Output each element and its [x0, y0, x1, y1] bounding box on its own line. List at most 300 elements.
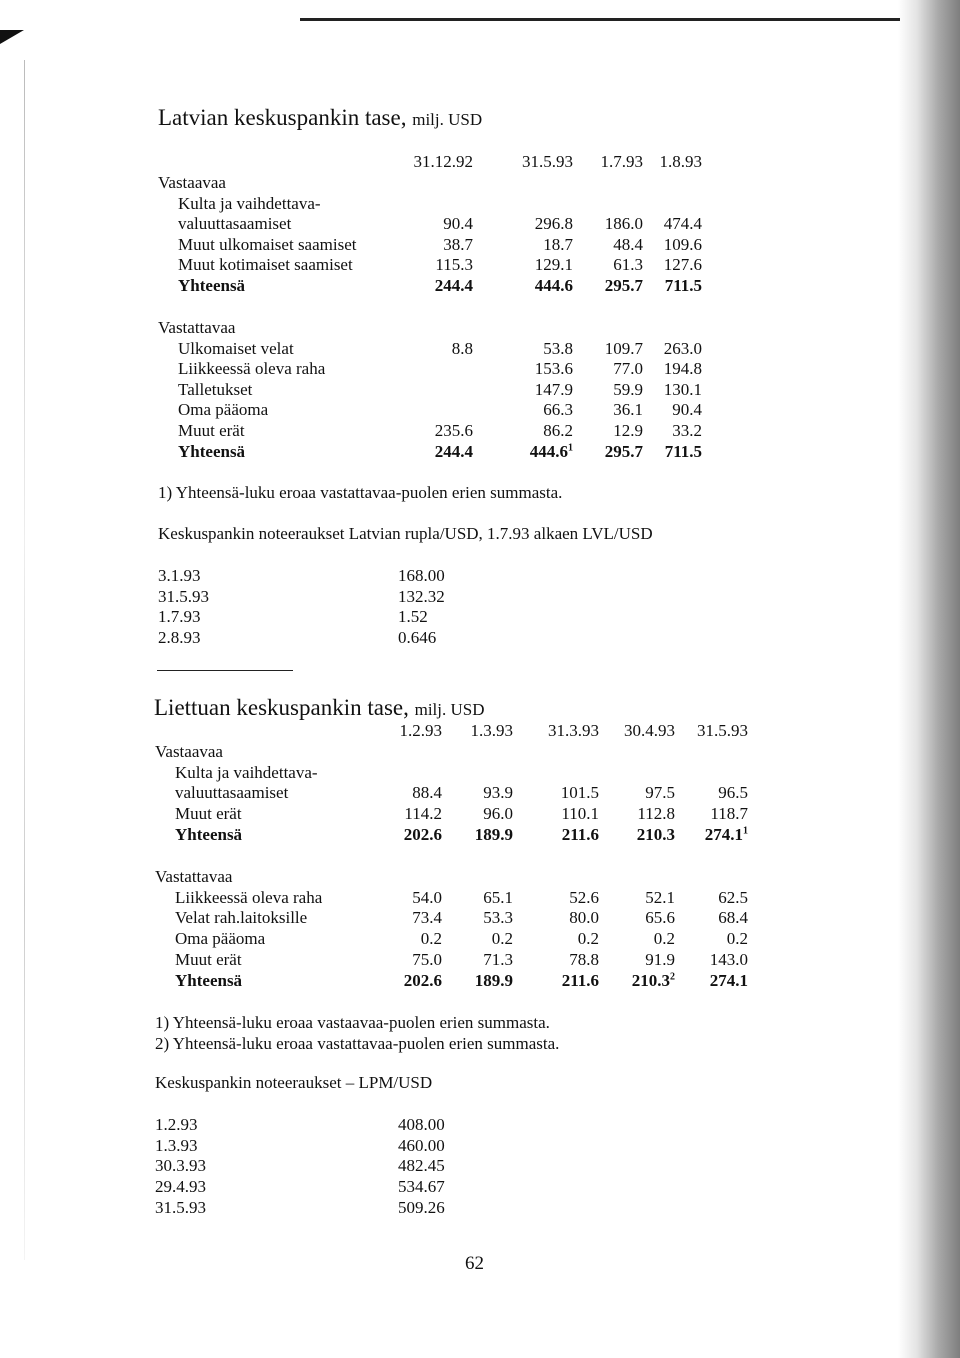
lithuania-assets-row-1-val-4-text: 96.5 [718, 783, 748, 803]
latvia-rate-date-3 [158, 627, 201, 648]
lithuania-liabilities-row-0-val-1-text: 65.1 [483, 887, 513, 907]
latvia-assets-row-3 [0, 254, 900, 275]
lithuania-liabilities-row-3-val-2-text: 78.8 [569, 949, 599, 969]
latvia-rate-value-0 [398, 565, 445, 586]
latvia-liabilities-row-0-val-0-text: 8.8 [451, 338, 473, 358]
latvia-assets-row-2-val-2-text: 48.4 [613, 234, 643, 254]
lithuania-liabilities-row-2-val-4-text: 0.2 [726, 929, 748, 949]
lithuania-liabilities-row-0-val-4 [718, 887, 748, 908]
lithuania-liabilities-row-3-val-3-text: 91.9 [645, 949, 675, 969]
page-number: 62 [465, 1253, 484, 1274]
latvia-liabilities-row-1-label-text: Liikkeessä oleva raha [178, 359, 326, 379]
latvia-rate-row-3 [0, 627, 900, 648]
latvia-rate-value-2-text: 1.52 [398, 607, 428, 626]
latvia-assets-row-1-val-1-text: 296.8 [534, 214, 573, 234]
latvia-liabilities-row-2-label [178, 379, 252, 400]
latvia-liabilities-row-3-val-2-text: 36.1 [613, 400, 643, 420]
lithuania-liabilities-row-4 [0, 970, 900, 991]
latvia-liabilities-row-3-val-2 [613, 399, 643, 420]
latvia-liabilities-row-2-val-3 [664, 379, 702, 400]
lithuania-liabilities-row-2-label-text: Oma pääoma [175, 929, 266, 949]
lithuania-assets-row-2-label-text: Muut erät [175, 804, 242, 824]
latvia-liabilities-row-0-val-2 [605, 338, 643, 359]
lithuania-rate-value-0 [398, 1114, 445, 1135]
latvia-assets-row-3-val-3 [664, 254, 702, 275]
lithuania-liabilities-row-3-val-2 [569, 949, 599, 970]
lithuania-liabilities-row-3-label [175, 949, 242, 970]
lithuania-liabilities-row-3-val-4-text: 143.0 [709, 949, 748, 969]
lithuania-date-1-text: 1.3.93 [470, 721, 513, 740]
latvia-rate-row-2 [0, 606, 900, 627]
latvia-assets-row-2-val-0-text: 38.7 [443, 234, 473, 254]
lithuania-assets-row-0-label [175, 762, 318, 783]
latvia-liabilities-row-5-sup-1: 1 [568, 441, 573, 453]
latvia-rate-value-3 [398, 627, 436, 648]
latvia-assets-row-1-val-2 [605, 213, 643, 234]
lithuania-liabilities-row-2-val-0-text: 0.2 [420, 929, 442, 949]
latvia-liabilities-row-0-label [178, 338, 294, 359]
lithuania-assets-row-1-label-text: valuuttasaamiset [175, 783, 289, 803]
lithuania-assets-row-2-val-1 [483, 803, 513, 824]
lithuania-title [154, 695, 485, 721]
lithuania-assets-row-2-val-2 [561, 803, 599, 824]
latvia-assets-row-4-val-2-text: 295.7 [604, 276, 643, 295]
lithuania-liabilities-row-3-val-4 [710, 949, 748, 970]
lithuania-assets-row-1-val-2 [561, 782, 599, 803]
latvia-assets-row-3-val-0-text: 115.3 [435, 255, 473, 275]
lithuania-title-unit: milj. USD [414, 700, 485, 719]
lithuania-assets-row-3-sup-4: 1 [743, 825, 748, 837]
lithuania-assets-row-1-val-3 [645, 782, 675, 803]
lithuania-rate-value-0-text: 408.00 [398, 1115, 445, 1134]
lithuania-liabilities-row-1-val-2 [569, 907, 599, 928]
latvia-liabilities-row-4-val-2-text: 12.9 [613, 421, 643, 440]
latvia-rate-value-0-text: 168.00 [398, 566, 445, 585]
lithuania-liabilities-heading-label-text: Vastattavaa [155, 867, 233, 886]
latvia-liabilities-row-0-label-text: Ulkomaiset velat [178, 338, 294, 358]
latvia-assets-heading [0, 172, 900, 193]
lithuania-liabilities-row-2-val-1 [492, 928, 513, 949]
lithuania-assets-row-1-val-2-text: 101.5 [560, 783, 599, 803]
lithuania-assets-row-1-val-0-text: 88.4 [412, 783, 442, 803]
latvia-liabilities-row-5-val-0-text: 244.4 [434, 441, 473, 461]
lithuania-assets-row-2-val-0 [404, 803, 442, 824]
lithuania-liabilities-row-4-val-3-text: 210.3 [631, 970, 670, 990]
lithuania-assets-row-3 [0, 824, 900, 845]
lithuania-rate-value-2-text: 482.45 [398, 1156, 445, 1176]
latvia-rate-date-3-text: 2.8.93 [158, 627, 201, 647]
lithuania-date-0-text: 1.2.93 [399, 721, 442, 740]
lithuania-liabilities-row-1-val-4 [718, 907, 748, 928]
latvia-rate-date-0-text: 3.1.93 [158, 566, 201, 585]
lithuania-assets-row-3-label-text: Yhteensä [175, 824, 243, 844]
lithuania-assets-row-1-val-0 [412, 782, 442, 803]
latvia-rate-value-3-text: 0.646 [398, 627, 437, 647]
lithuania-liabilities-row-1-label [175, 907, 307, 928]
lithuania-liabilities-row-4-label-text: Yhteensä [175, 970, 243, 990]
lithuania-assets-row-1-val-1-text: 93.9 [483, 783, 513, 803]
latvia-date-1 [522, 151, 573, 172]
latvia-assets-row-2-val-2 [613, 234, 643, 255]
latvia-liabilities-row-0-val-0 [452, 338, 473, 359]
latvia-liabilities-heading-label [158, 317, 235, 338]
latvia-assets-row-1-val-3 [664, 213, 702, 234]
lithuania-footnote-1: 1) Yhteensä-luku eroaa vastaavaa-puolen erien summasta. [155, 1013, 550, 1032]
lithuania-liabilities-row-4-sup-3: 2 [670, 970, 675, 982]
latvia-title-text: Latvian keskuspankin tase, [158, 105, 407, 130]
lithuania-liabilities-row-1-val-1-text: 53.3 [483, 908, 513, 928]
latvia-liabilities-row-5-val-3-text: 711.5 [664, 441, 702, 461]
latvia-rates-title: Keskuspankin noteeraukset Latvian rupla/USD, 1.7.93 alkaen LVL/USD [158, 524, 653, 543]
latvia-liabilities-row-2 [0, 379, 900, 400]
lithuania-assets-row-2-val-3 [637, 803, 675, 824]
lithuania-liabilities-row-0-val-0-text: 54.0 [412, 887, 442, 907]
latvia-date-0-text: 31.12.92 [413, 152, 473, 171]
lithuania-date-header [0, 720, 900, 741]
lithuania-assets-row-2-val-4-text: 118.7 [710, 804, 748, 824]
lithuania-liabilities-row-1-val-3-text: 65.6 [645, 908, 675, 928]
latvia-liabilities-row-5-val-2-text: 295.7 [604, 441, 643, 461]
latvia-assets-row-4-val-0-text: 244.4 [434, 276, 473, 295]
lithuania-liabilities-heading-label [155, 866, 232, 887]
latvia-liabilities-row-4-val-3-text: 33.2 [672, 421, 702, 440]
lithuania-liabilities-row-1-val-1 [483, 907, 513, 928]
lithuania-rate-row-1 [0, 1135, 900, 1156]
latvia-liabilities-row-0-val-1 [543, 338, 573, 359]
latvia-rate-date-1-text: 31.5.93 [158, 586, 209, 606]
latvia-liabilities-row-0-val-2-text: 109.7 [604, 338, 643, 358]
lithuania-rate-date-2 [155, 1155, 206, 1176]
latvia-liabilities-row-4-val-1-text: 86.2 [543, 421, 573, 440]
lithuania-date-1 [471, 720, 514, 741]
lithuania-liabilities-row-3-val-1 [483, 949, 513, 970]
latvia-assets-row-0 [0, 193, 900, 214]
lithuania-assets-row-3-val-3 [637, 824, 675, 845]
latvia-rate-date-2-text: 1.7.93 [158, 607, 201, 626]
latvia-rate-row-0 [0, 565, 900, 586]
latvia-liabilities-row-1-val-2 [613, 358, 643, 379]
lithuania-date-4 [697, 720, 748, 741]
latvia-liabilities-row-0-val-1-text: 53.8 [543, 338, 573, 358]
latvia-assets-row-2-val-3-text: 109.6 [663, 234, 702, 254]
latvia-assets-row-4-val-2 [605, 275, 643, 296]
latvia-liabilities-row-5-val-2 [605, 441, 643, 462]
lithuania-assets-row-3-val-0 [404, 824, 442, 845]
lithuania-liabilities-row-0-label [175, 887, 322, 908]
lithuania-rates-title: Keskuspankin noteeraukset – LPM/USD [155, 1073, 433, 1092]
latvia-liabilities-row-0 [0, 338, 900, 359]
latvia-assets-row-2-val-0 [443, 234, 473, 255]
latvia-liabilities-row-4-val-0-text: 235.6 [434, 421, 473, 440]
lithuania-rate-date-2-text: 30.3.93 [155, 1156, 206, 1176]
lithuania-liabilities-row-0-val-4-text: 62.5 [718, 887, 748, 907]
latvia-assets-row-1-val-0 [443, 213, 473, 234]
latvia-rate-value-1-text: 132.32 [398, 586, 445, 606]
lithuania-rate-date-0-text: 1.2.93 [155, 1115, 198, 1134]
latvia-liabilities-row-2-val-2 [613, 379, 643, 400]
lithuania-liabilities-row-2-val-4 [727, 928, 748, 949]
lithuania-date-0 [400, 720, 443, 741]
latvia-assets-heading-label [158, 172, 226, 193]
lithuania-date-4-text: 31.5.93 [697, 721, 748, 740]
latvia-liabilities-row-5-val-3 [665, 441, 702, 462]
lithuania-date-2 [548, 720, 599, 741]
lithuania-rate-row-4 [0, 1197, 900, 1218]
latvia-liabilities-row-3-label-text: Oma pääoma [178, 400, 269, 420]
lithuania-footnote-2: 2) Yhteensä-luku eroaa vastattavaa-puolen erien summasta. [155, 1034, 560, 1053]
lithuania-liabilities-row-0-val-3-text: 52.1 [645, 887, 675, 907]
latvia-assets-row-2-val-3 [664, 234, 702, 255]
latvia-assets-row-3-val-0 [435, 254, 473, 275]
lithuania-rate-value-4 [398, 1197, 445, 1218]
lithuania-liabilities-row-1-label-text: Velat rah.laitoksille [175, 908, 308, 928]
lithuania-assets-row-1-label [175, 782, 288, 803]
lithuania-assets-heading-label-text: Vastaavaa [155, 742, 223, 761]
latvia-liabilities-row-4-val-3 [672, 420, 702, 441]
latvia-liabilities-row-2-val-2-text: 59.9 [613, 379, 643, 399]
lithuania-rate-date-0 [155, 1114, 198, 1135]
latvia-assets-row-1-label [178, 213, 291, 234]
latvia-assets-row-4-val-3-text: 711.5 [664, 276, 702, 295]
lithuania-assets-row-3-val-4 [705, 824, 748, 845]
lithuania-assets-row-3-val-2 [562, 824, 599, 845]
lithuania-assets-row-2-val-0-text: 114.2 [404, 804, 442, 824]
lithuania-assets-row-3-val-1 [475, 824, 513, 845]
lithuania-rate-row-3 [0, 1176, 900, 1197]
lithuania-assets-heading [0, 741, 900, 762]
latvia-liabilities-row-3 [0, 399, 900, 420]
latvia-date-header [0, 151, 900, 172]
lithuania-liabilities-row-4-val-1-text: 189.9 [474, 970, 513, 990]
section-divider [157, 670, 293, 671]
latvia-rate-row-1 [0, 586, 900, 607]
latvia-assets-row-3-label-text: Muut kotimaiset saamiset [178, 255, 353, 275]
lithuania-rate-value-3-text: 534.67 [398, 1177, 445, 1197]
latvia-liabilities-row-5-label-text: Yhteensä [178, 441, 246, 461]
latvia-assets-row-0-label [178, 193, 321, 214]
lithuania-liabilities-row-2-val-0 [421, 928, 442, 949]
latvia-liabilities-row-2-val-1-text: 147.9 [534, 379, 573, 399]
lithuania-assets-row-1-val-1 [483, 782, 513, 803]
lithuania-liabilities-row-1 [0, 907, 900, 928]
latvia-rate-value-2 [398, 606, 428, 627]
latvia-liabilities-row-5 [0, 441, 900, 462]
latvia-assets-row-4-label [178, 275, 245, 296]
latvia-assets-row-3-val-1 [535, 254, 573, 275]
lithuania-liabilities-row-4-val-4 [710, 970, 748, 991]
lithuania-date-3 [624, 720, 675, 741]
lithuania-assets-row-3-val-1-text: 189.9 [474, 824, 513, 844]
latvia-assets-row-3-val-3-text: 127.6 [663, 255, 702, 275]
lithuania-rate-value-2 [398, 1155, 445, 1176]
lithuania-liabilities-row-1-val-3 [645, 907, 675, 928]
lithuania-liabilities-row-2-val-2-text: 0.2 [577, 929, 599, 949]
lithuania-liabilities-row-3-val-0-text: 75.0 [412, 949, 442, 969]
lithuania-liabilities-row-2 [0, 928, 900, 949]
latvia-assets-row-1-val-2-text: 186.0 [604, 214, 643, 234]
lithuania-liabilities-row-2-val-3-text: 0.2 [653, 929, 675, 949]
latvia-liabilities-row-2-val-1 [535, 379, 573, 400]
latvia-assets-row-1-val-0-text: 90.4 [443, 214, 473, 234]
lithuania-liabilities-row-0-val-2-text: 52.6 [569, 887, 599, 907]
latvia-date-0 [414, 151, 474, 172]
lithuania-liabilities-row-0-val-0 [412, 887, 442, 908]
latvia-rate-date-0 [158, 565, 201, 586]
lithuania-rate-value-1 [398, 1135, 445, 1156]
lithuania-liabilities-row-1-val-0 [412, 907, 442, 928]
latvia-assets-row-2 [0, 234, 900, 255]
latvia-date-2 [601, 151, 644, 172]
lithuania-liabilities-row-3-val-3 [645, 949, 675, 970]
lithuania-liabilities-row-1-val-2-text: 80.0 [569, 908, 599, 928]
lithuania-liabilities-row-1-val-0-text: 73.4 [412, 908, 442, 928]
latvia-liabilities-row-1-val-3-text: 194.8 [663, 359, 702, 379]
lithuania-rate-value-4-text: 509.26 [398, 1197, 445, 1217]
latvia-rate-date-1 [158, 586, 209, 607]
latvia-liabilities-row-5-val-0 [435, 441, 473, 462]
lithuania-assets-row-3-val-3-text: 210.3 [636, 824, 675, 844]
latvia-liabilities-row-4-label [178, 420, 245, 441]
latvia-liabilities-row-1-val-1-text: 153.6 [534, 359, 573, 379]
lithuania-assets-row-2-val-1-text: 96.0 [483, 804, 513, 824]
lithuania-liabilities-row-3 [0, 949, 900, 970]
latvia-assets-row-3-val-2-text: 61.3 [613, 255, 643, 275]
lithuania-liabilities-row-3-val-0 [412, 949, 442, 970]
lithuania-assets-row-0-label-text: Kulta ja vaihdettava- [175, 762, 318, 782]
lithuania-rate-value-3 [398, 1176, 445, 1197]
latvia-liabilities-row-3-label [178, 399, 268, 420]
latvia-assets-row-3-label [178, 254, 353, 275]
latvia-assets-row-1-val-3-text: 474.4 [663, 214, 702, 234]
lithuania-liabilities-row-0-val-3 [645, 887, 675, 908]
latvia-liabilities-row-3-val-3 [672, 399, 702, 420]
lithuania-assets-row-2-val-4 [710, 803, 748, 824]
lithuania-assets-row-3-val-0-text: 202.6 [403, 824, 442, 844]
lithuania-liabilities-row-0-label-text: Liikkeessä oleva raha [175, 887, 323, 907]
lithuania-assets-row-1-val-3-text: 97.5 [645, 783, 675, 803]
latvia-assets-row-3-val-2 [613, 254, 643, 275]
latvia-assets-row-4 [0, 275, 900, 296]
latvia-assets-row-1-val-1 [535, 213, 573, 234]
lithuania-liabilities-row-0-val-2 [569, 887, 599, 908]
latvia-assets-row-4-val-0 [435, 275, 473, 296]
latvia-liabilities-row-0-val-3-text: 263.0 [663, 338, 702, 358]
lithuania-assets-row-3-label [175, 824, 242, 845]
latvia-liabilities-row-1-label [178, 358, 325, 379]
lithuania-assets-row-1 [0, 782, 900, 803]
lithuania-date-2-text: 31.3.93 [548, 721, 599, 740]
lithuania-assets-row-2-val-2-text: 110.1 [561, 804, 599, 824]
latvia-assets-heading-label-text: Vastaavaa [158, 173, 226, 192]
lithuania-assets-row-0 [0, 762, 900, 783]
latvia-assets-row-2-label-text: Muut ulkomaiset saamiset [178, 234, 357, 254]
scan-top-rule [300, 18, 900, 21]
latvia-liabilities-row-1-val-3 [664, 358, 702, 379]
lithuania-liabilities-row-0 [0, 887, 900, 908]
lithuania-liabilities-row-1-val-4-text: 68.4 [718, 908, 748, 928]
latvia-date-3 [660, 151, 703, 172]
lithuania-rate-date-3 [155, 1176, 206, 1197]
latvia-liabilities-row-0-val-3 [664, 338, 702, 359]
lithuania-assets-row-2 [0, 803, 900, 824]
latvia-liabilities-row-5-label [178, 441, 245, 462]
lithuania-rate-date-3-text: 29.4.93 [155, 1177, 206, 1197]
lithuania-liabilities-row-3-val-1-text: 71.3 [483, 949, 513, 969]
latvia-date-2-text: 1.7.93 [600, 152, 643, 171]
lithuania-liabilities-heading [0, 866, 900, 887]
latvia-title-unit: milj. USD [412, 110, 483, 129]
latvia-liabilities-row-4-label-text: Muut erät [178, 421, 245, 440]
lithuania-date-3-text: 30.4.93 [624, 721, 675, 740]
latvia-liabilities-row-2-label-text: Talletukset [178, 379, 253, 399]
lithuania-title-text: Liettuan keskuspankin tase, [154, 695, 409, 720]
lithuania-assets-row-1-val-4 [718, 782, 748, 803]
latvia-date-1-text: 31.5.93 [522, 152, 573, 171]
scan-corner-mark [0, 30, 24, 44]
latvia-assets-row-2-val-1 [543, 234, 573, 255]
lithuania-liabilities-row-4-val-2 [562, 970, 599, 991]
lithuania-liabilities-row-4-val-0-text: 202.6 [403, 970, 442, 990]
latvia-assets-row-1-label-text: valuuttasaamiset [178, 214, 292, 234]
latvia-assets-row-4-val-1 [535, 275, 573, 296]
latvia-assets-row-1 [0, 213, 900, 234]
latvia-assets-row-4-val-3 [665, 275, 702, 296]
lithuania-liabilities-row-2-val-1-text: 0.2 [491, 929, 513, 949]
lithuania-liabilities-row-4-val-0 [404, 970, 442, 991]
latvia-date-3-text: 1.8.93 [659, 152, 702, 171]
lithuania-assets-row-3-val-2-text: 211.6 [561, 824, 599, 844]
latvia-liabilities-row-1-val-1 [535, 358, 573, 379]
lithuania-liabilities-row-2-val-3 [654, 928, 675, 949]
latvia-liabilities-heading [0, 317, 900, 338]
latvia-assets-row-2-label [178, 234, 356, 255]
latvia-liabilities-row-4-val-1 [543, 420, 573, 441]
lithuania-rate-date-1 [155, 1135, 198, 1156]
lithuania-rate-row-0 [0, 1114, 900, 1135]
latvia-liabilities-row-3-val-1 [543, 399, 573, 420]
latvia-assets-row-2-val-1-text: 18.7 [543, 234, 573, 254]
latvia-liabilities-row-5-val-1 [530, 441, 573, 462]
scan-shadow-right [898, 0, 960, 1358]
latvia-liabilities-row-4 [0, 420, 900, 441]
lithuania-liabilities-row-4-val-3 [632, 970, 675, 991]
lithuania-rate-date-4-text: 31.5.93 [155, 1197, 206, 1217]
lithuania-rate-date-4 [155, 1197, 206, 1218]
latvia-liabilities-row-3-val-1-text: 66.3 [543, 400, 573, 420]
lithuania-liabilities-row-4-label [175, 970, 242, 991]
lithuania-assets-row-2-val-3-text: 112.8 [637, 804, 675, 824]
lithuania-rate-date-1-text: 1.3.93 [155, 1135, 198, 1155]
latvia-liabilities-row-1 [0, 358, 900, 379]
latvia-assets-row-0-label-text: Kulta ja vaihdettava- [178, 193, 321, 213]
latvia-liabilities-row-3-val-3-text: 90.4 [672, 400, 702, 420]
latvia-title [158, 105, 482, 131]
lithuania-liabilities-row-2-label [175, 928, 265, 949]
latvia-footnote: 1) Yhteensä-luku eroaa vastattavaa-puolen erien summasta. [158, 483, 563, 502]
latvia-liabilities-heading-label-text: Vastattavaa [158, 318, 236, 337]
lithuania-rate-value-1-text: 460.00 [398, 1135, 445, 1155]
lithuania-liabilities-row-4-val-2-text: 211.6 [561, 970, 599, 990]
lithuania-assets-heading-label [155, 741, 223, 762]
lithuania-liabilities-row-2-val-2 [578, 928, 599, 949]
latvia-assets-row-4-label-text: Yhteensä [178, 276, 246, 295]
lithuania-assets-row-2-label [175, 803, 242, 824]
latvia-liabilities-row-4-val-0 [435, 420, 473, 441]
latvia-liabilities-row-4-val-2 [613, 420, 643, 441]
lithuania-liabilities-row-4-val-4-text: 274.1 [709, 970, 748, 990]
latvia-assets-row-4-val-1-text: 444.6 [534, 276, 573, 295]
latvia-liabilities-row-5-val-1-text: 444.6 [529, 441, 568, 461]
